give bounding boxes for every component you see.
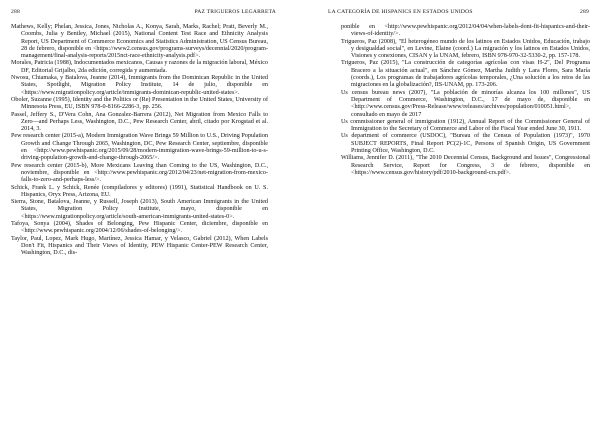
bibliography-entry: Pew research center (2015-b), More Mexicans Leaving than Coming to the US, Washington, D.C., noviembre, disponible en <http://www.pewhispanic.org/2012/04/23/net-migration-from-mexico-falls-to-zero-and-perhaps-less/>. [11, 162, 268, 184]
bibliography-entry: Williams, Jennifer D. (2011), "The 2010 Decennial Census, Background and Issues", Congressional Research Service, Report for Congress, 3 de febrero, disponible en <https://www.census.gov/history/pdf/2010-background-crs.pdf>. [341, 155, 590, 176]
page-number: 288 [11, 9, 20, 15]
bibliography-entry: Sierra, Stone, Batalova, Jeanne, y Russell, Joseph (2013), South American Immigrants in the United States, Migration Policy Institute, mayo, disponible en <https://www.migrationpolicy.org/article/south-american-immigrants-united-states-0>. [11, 199, 268, 220]
bibliography-entry: Us commissioner general of immigration (1912), Annual Report of the Commissioner General of Immigration to the Secretary of Commerce and Labor of the Fiscal Year ended June 30, 1911. [341, 118, 590, 133]
bibliography-entry: Tafoya, Sonya (2004), Shades of Belonging, Pew Hispanic Center, diciembre, disponible en <http://www.pewhispanic.org/2004/12/06/shades-of-belonging/>. [11, 221, 268, 235]
bibliography-entry: Trigueros, Paz (2008), "El heterogéneo mundo de los latinos en Estados Unidos, Educación, trabajo y desigualdad social", en Levine, Elaine (coord.) La migración y los latinos en Estados Unidos, Visiones y conexiones, CISAN y la UNAM, febrero, ISBN 978-970-32-5330-2, pp. 157-178. [341, 38, 590, 60]
bibliography-entry: Schick, Frank L. y Schick, Renée (compiladores y editores) (1991), Statistical Handbook on U. S. Hispanics, Oryx Press, Arizona, EU. [11, 184, 268, 198]
bibliography-entry: Us census bureau news (2007), "La población de minorías alcanza los 100 millones", US Department of Commerce, Washington, D.C., 17 de mayo de, disponible en <http://www.census.gov/Press-Release/www/releases/archives/population/010051.html>, consultado en mayo de 2017 [341, 89, 590, 118]
page-number: 289 [580, 9, 589, 15]
bibliography-entry: Trigueros, Paz (2015), "La construcción de categorías agrícolas con visas H-2", Del Programa Bracero a la situación actual", en Sánchez Gómez, Martha Judith y Lara Flores, Sara María (coords.), Los programas de trabajadores agrícolas temporales, ¿Una solución a los retos de las migraciones en la globalización?, IIS-UNAM, pp. 173-206. [341, 60, 590, 89]
running-head: LA CATEGORÍA DE HISPANICS EN ESTADOS UNIDOS [328, 9, 473, 15]
bibliography-entry: ponible en <http://www.pewhispanic.org/2012/04/04/when-labels-dont-fit-hispanics-and-their-views-of-identity/>. [341, 24, 590, 38]
bibliography-entry: Passel, Jeffery S., D'Vera Cohn, Ana Gonzalez-Barrera (2012), Net Migration from Mexico Falls to Zero—and Perhaps Less, Washington, D.C., Pew Research Center, abril, citado por Krogstad et al. 2014, 3. [11, 111, 268, 133]
bibliography-entry: Nwosu, Chiamaka, y Batalova, Jeanne (2014), Immigrants from the Dominican Republic in the United States, Spotlight, Migration Policy Institute, 14 de julio, disponible en <https://www.migrationpolicy.org/article/immigrants-dominican-republic-united-states>. [11, 75, 268, 96]
bibliography-entry: Oboler, Suzanne (1995), Identity and the Politics or (Re) Presentation in the United States, University of Minnesota Press, EU, ISBN 978-0-8166-2286-3, pp. 256. [11, 96, 268, 111]
bibliography-column [341, 24, 590, 177]
bibliography-entry: Us department of commerce (USDOC), "Bureau of the Census of Population (1973)", 1970 SUBJECT REPORTS, Final Report PC(2)-1C, Persons of Spanish Origin, US Government Printing Office, Washington, D.C. [341, 133, 590, 155]
bibliography-entry: Pew research center (2015-a), Modern Immigration Wave Brings 59 Million to U.S., Driving Population Growth and Change Through 2065, Washington, DC, Pew Research Center, septiembre, disponible en <http://www.pewhispanic.org/2015/09/28/modern-immigration-wave-brings-59-million-to-u-s-driving-population-growth-and-change-through-2065/>. [11, 133, 268, 162]
bibliography-column [11, 24, 268, 258]
running-head: PAZ TRIGUEROS LEGARRETA [194, 9, 276, 15]
right-page [300, 0, 600, 431]
bibliography-entry: Mathews, Kelly; Phelan, Jessica, Jones, Nicholas A., Konya, Sarah, Marks, Rachel; Pratt, Beverly M., Coombs, Julia y Bentley, Michael (2015), National Content Test Race and Ethnicity Analysis Report, US Department of Commerce Economics and Statistics Administration, US Census Bureau, 28 de febrero, disponible en <https://www2.census.gov/programs-surveys/decennial/2020/program-management/final-analysis-reports/2015nct-race-ethnicity-analysis.pdf>. [11, 24, 268, 60]
bibliography-entry: Taylor, Paul, Lopez, Mark Hugo, Martínez, Jessica Hamar, y Velasco, Gabriel (2012), When Labels Don't Fit, Hispanics and Their Views of Identity, PEW Hispanic Center-PEW Research Center, Washington, D.C., dis- [11, 235, 268, 257]
bibliography-entry: Morales, Patricia (1988), Indocumentados mexicanos, Causas y razones de la migración laboral, México DF, Editorial Grijalbo, 2da edición, corregida y aumentada. [11, 60, 268, 74]
